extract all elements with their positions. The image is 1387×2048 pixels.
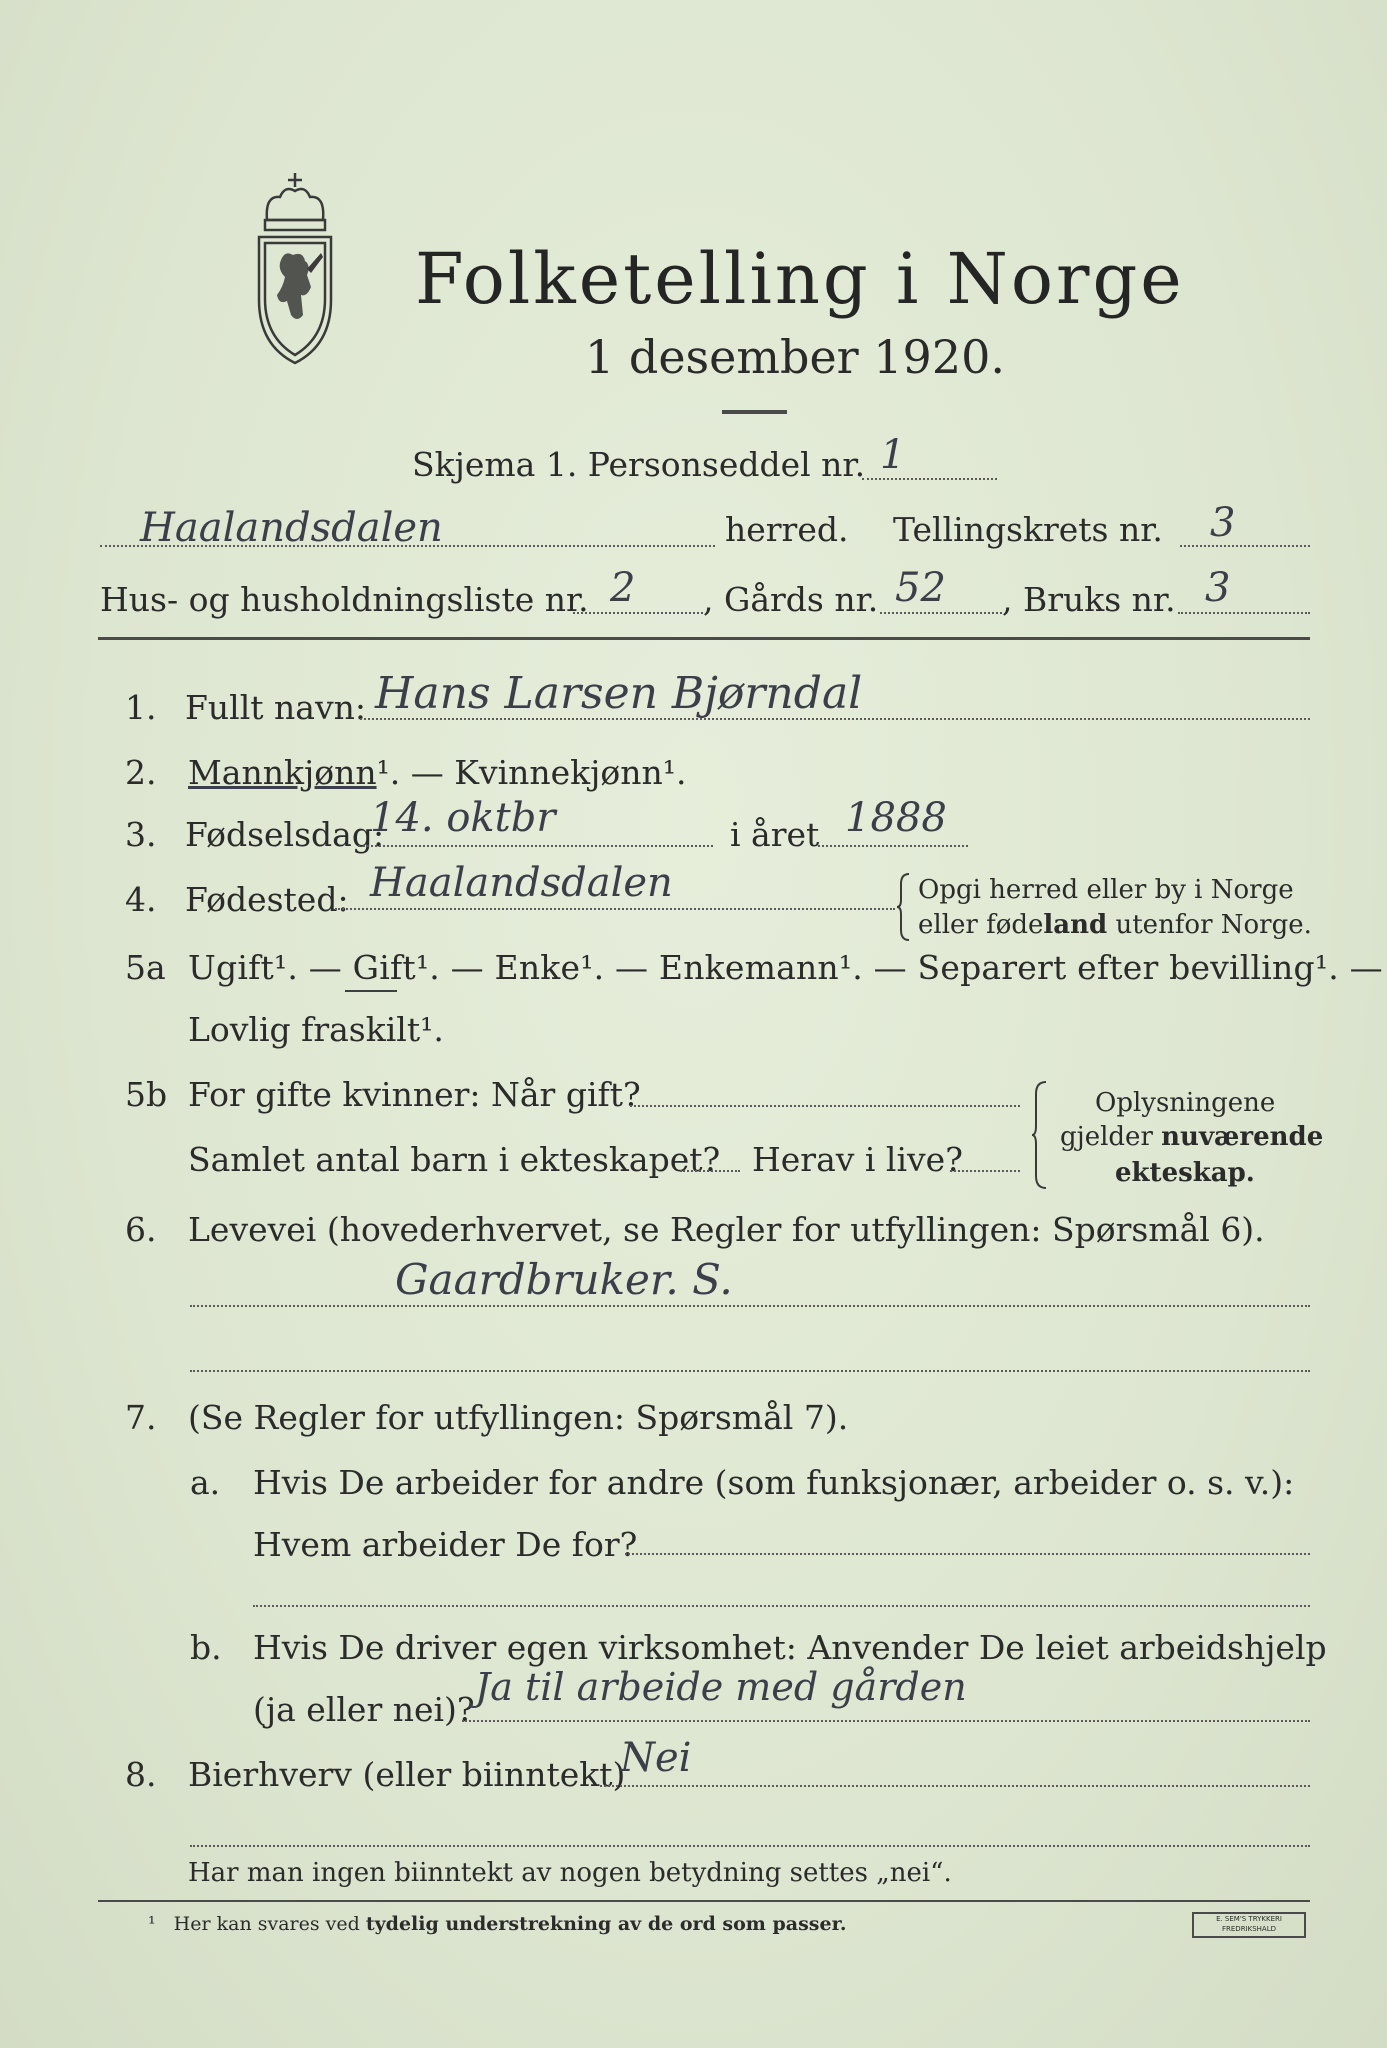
- printer-stamp: E. SEM'S TRYKKERI FREDRIKSHALD: [1192, 1912, 1306, 1938]
- coat-of-arms-icon: [245, 165, 345, 370]
- q5b-alive-label: Herav i live?: [752, 1140, 963, 1179]
- female-option[interactable]: Kvinnekjønn: [454, 753, 663, 792]
- q2-options: [188, 753, 687, 792]
- q7-label: (Se Regler for utfyllingen: Spørsmål 7).: [188, 1398, 849, 1437]
- alive-line: [950, 1170, 1020, 1172]
- gards-line: [880, 612, 1002, 614]
- title-divider: [722, 410, 787, 414]
- children-line: [680, 1170, 740, 1172]
- herred-value[interactable]: Haalandsdalen: [140, 505, 443, 551]
- q6-number: 6.: [125, 1210, 157, 1249]
- side-income-line-2: [190, 1845, 1310, 1847]
- q5b-note-3: ekteskap.: [1115, 1158, 1255, 1188]
- q3-label: Fødselsdag:: [185, 815, 385, 854]
- q3-number: 3.: [125, 815, 157, 854]
- birth-year-label: i året: [730, 815, 820, 854]
- full-name-value[interactable]: Hans Larsen Bjørndal: [375, 668, 863, 719]
- occupation-value[interactable]: Gaardbruker. S.: [395, 1255, 733, 1304]
- herred-line: [100, 545, 715, 547]
- tellingskrets-line: [1180, 545, 1310, 547]
- hired-help-line: [462, 1720, 1310, 1722]
- personseddel-nr-line: [862, 478, 997, 480]
- q1-label: Fullt navn:: [185, 688, 366, 727]
- q5a-number: 5a: [125, 948, 166, 987]
- brace-icon-2: [1030, 1080, 1048, 1190]
- gards-value[interactable]: 52: [895, 565, 946, 611]
- q4-label: Fødested:: [185, 880, 349, 919]
- herred-label: herred.: [725, 510, 849, 549]
- marital-status-option-divorced[interactable]: Lovlig fraskilt¹.: [188, 1010, 444, 1049]
- q5b-children-label: Samlet antal barn i ekteskapet?: [188, 1140, 721, 1179]
- full-name-line: [360, 718, 1310, 720]
- q2-number: 2.: [125, 753, 157, 792]
- q8-label: Bierhverv (eller biinntekt): [188, 1755, 626, 1794]
- employer-line-2: [253, 1605, 1310, 1607]
- marital-status-options[interactable]: Ugift¹. — Gift¹. — Enke¹. — Enkemann¹. — Separert efter bevilling¹. —: [188, 948, 1383, 987]
- gards-label: , Gårds nr.: [703, 580, 879, 619]
- header-divider: [98, 637, 1310, 640]
- q7b-letter: b.: [190, 1628, 222, 1667]
- birthplace-line: [335, 908, 895, 910]
- census-date: 1 desember 1920.: [585, 330, 1005, 384]
- birthdate-value[interactable]: 14. oktbr: [370, 795, 556, 841]
- bruks-line: [1178, 612, 1310, 614]
- q5b-number: 5b: [125, 1075, 168, 1114]
- q5b-note-2: gjelder nuværende: [1060, 1122, 1324, 1152]
- tellingskrets-value[interactable]: 3: [1210, 500, 1236, 546]
- bruks-value[interactable]: 3: [1205, 565, 1231, 611]
- married-when-line: [630, 1105, 1020, 1107]
- q7a-line-1: Hvis De arbeider for andre (som funksjonær, arbeider o. s. v.):: [253, 1463, 1295, 1502]
- side-income-line: [600, 1785, 1310, 1787]
- occupation-line-1: [190, 1305, 1310, 1307]
- birthplace-note-1: Opgi herred eller by i Norge: [918, 875, 1294, 905]
- birthplace-note-2: eller fødeland utenfor Norge.: [918, 910, 1312, 940]
- birthplace-value[interactable]: Haalandsdalen: [370, 860, 673, 906]
- footer-note: Har man ingen biinntekt av nogen betydning settes „nei“.: [188, 1858, 952, 1888]
- schema-label: Skjema 1. Personseddel nr.: [412, 445, 866, 484]
- gender-end: ¹.: [662, 753, 687, 792]
- q5b-note-1: Oplysningene: [1095, 1088, 1276, 1118]
- side-income-value[interactable]: Nei: [620, 1735, 692, 1781]
- bruks-label: , Bruks nr.: [1002, 580, 1176, 619]
- q7a-letter: a.: [190, 1463, 221, 1502]
- q5b-married-when-label: For gifte kvinner: Når gift?: [188, 1075, 641, 1114]
- birthdate-line: [358, 845, 713, 847]
- birth-year-value[interactable]: 1888: [845, 795, 947, 841]
- male-option[interactable]: Mannkjønn: [188, 753, 377, 792]
- tellingskrets-label: Tellingskrets nr.: [893, 510, 1163, 549]
- hired-help-value[interactable]: Ja til arbeide med gården: [475, 1665, 967, 1709]
- q1-number: 1.: [125, 688, 157, 727]
- gift-underline: [345, 990, 397, 992]
- brace-icon: [895, 872, 911, 942]
- gender-separator: ¹. —: [376, 753, 455, 792]
- hus-value[interactable]: 2: [610, 565, 636, 611]
- q6-label: Levevei (hovederhvervet, se Regler for utfyllingen: Spørsmål 6).: [188, 1210, 1265, 1249]
- form-title: Folketelling i Norge: [415, 238, 1185, 320]
- q4-number: 4.: [125, 880, 157, 919]
- q7b-line-1: Hvis De driver egen virksomhet: Anvender De leiet arbeidshjelp: [253, 1628, 1327, 1667]
- occupation-line-2: [190, 1370, 1310, 1372]
- q7b-line-2: (ja eller nei)?: [253, 1690, 475, 1729]
- employer-line-1: [625, 1553, 1310, 1555]
- footnote: ¹ Her kan svares ved tydelig understrekning av de ord som passer.: [148, 1913, 847, 1935]
- birth-year-line: [818, 845, 968, 847]
- q7a-line-2: Hvem arbeider De for?: [253, 1525, 638, 1564]
- q7-number: 7.: [125, 1398, 157, 1437]
- hus-line: [573, 612, 703, 614]
- personseddel-nr-value[interactable]: 1: [880, 432, 906, 478]
- footer-divider: [98, 1900, 1310, 1902]
- hus-label: Hus- og husholdningsliste nr.: [100, 580, 589, 619]
- q8-number: 8.: [125, 1755, 157, 1794]
